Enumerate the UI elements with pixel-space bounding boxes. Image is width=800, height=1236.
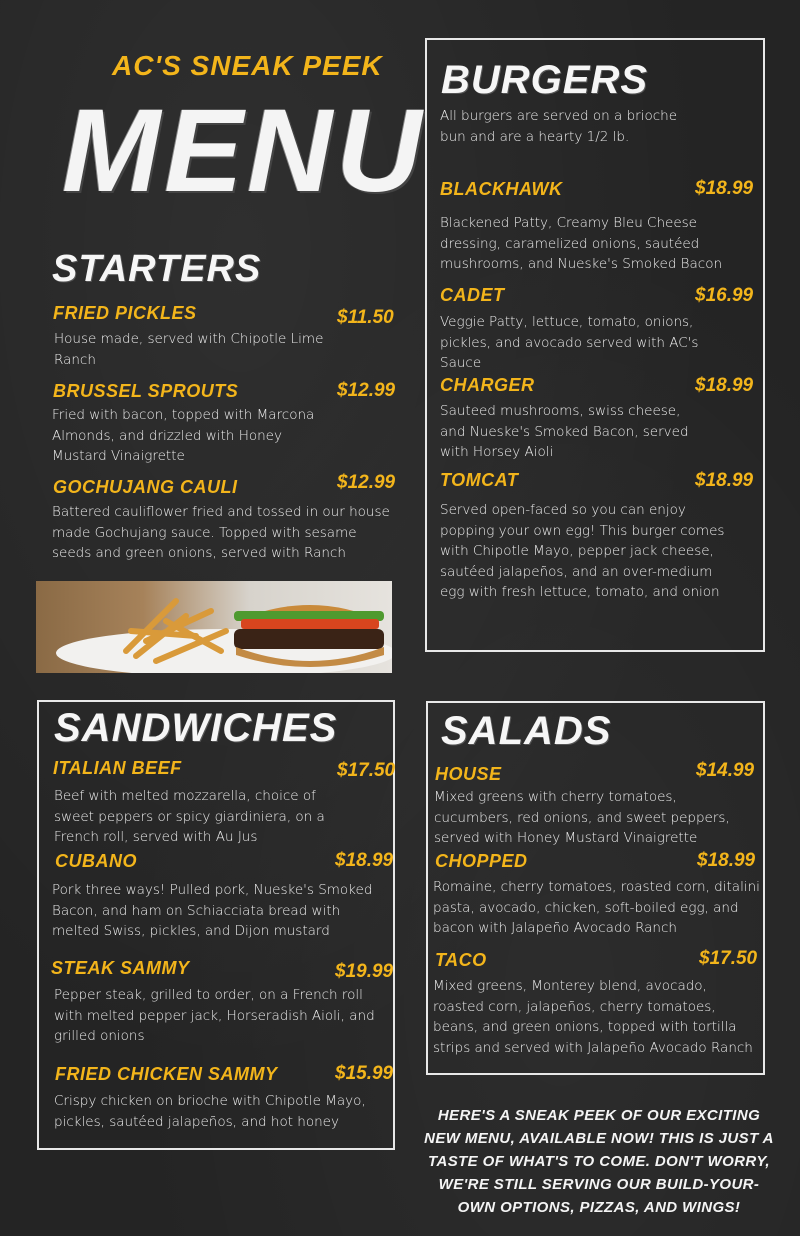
starter-name: FRIED PICKLES	[53, 303, 197, 323]
salad-name: TACO	[435, 950, 487, 970]
sandwich-name: ITALIAN BEEF	[53, 758, 182, 778]
sandwich-name: FRIED CHICKEN SAMMY	[55, 1064, 278, 1084]
starter-price: $11.50	[337, 307, 394, 328]
burger-price: $18.99	[695, 178, 754, 199]
salad-price: $14.99	[696, 760, 755, 781]
sandwich-desc: Beef with melted mozzarella, choice of sweet peppers or spicy giardiniera, on a French roll, served with Au Jus	[54, 788, 325, 845]
burger-desc: Blackened Patty, Creamy Bleu Cheese dressing, caramelized onions, sautéed mushrooms, and Nueske's Smoked Bacon	[440, 215, 723, 272]
sandwich-price: $19.99	[335, 961, 394, 982]
burgers-intro: All burgers are served on a brioche bun and are a hearty 1/2 lb.	[440, 108, 678, 145]
burger-desc: Veggie Patty, lettuce, tomato, onions, pickles, and avocado served with AC's Sauce	[440, 314, 699, 371]
starter-name: BRUSSEL SPROUTS	[53, 381, 239, 401]
salads-title: SALADS	[441, 709, 612, 753]
burger-name: BLACKHAWK	[440, 179, 563, 199]
sneak-peek-note: HERE'S A SNEAK PEEK OF OUR EXCITING NEW MENU, AVAILABLE NOW! THIS IS JUST A TASTE OF WHAT'S TO COME. DON'T WORRY, WE'RE STILL SERVING OUR BUILD-YOUR-OWN OPTIONS, PIZZAS, AND WINGS!	[424, 1107, 774, 1216]
starters-title: STARTERS	[52, 248, 262, 290]
burger-desc: Served open-faced so you can enjoy popping your own egg! This burger comes with Chipotle Mayo, pepper jack cheese, sautéed jalapeños, and an over-medium egg with fresh lettuce, tomato, and onion	[440, 502, 725, 600]
brand-subtitle: AC'S SNEAK PEEK	[112, 50, 383, 81]
sandwich-desc: Pork three ways! Pulled pork, Nueske's Smoked Bacon, and ham on Schiacciata bread with melted Swiss, pickles, and Dijon mustard	[52, 882, 373, 939]
burger-fries-illustration	[36, 581, 392, 673]
burger-name: TOMCAT	[440, 470, 519, 490]
burger-price: $18.99	[695, 375, 754, 396]
sandwich-name: STEAK SAMMY	[51, 958, 190, 978]
salad-price: $18.99	[697, 850, 756, 871]
sandwich-desc: Pepper steak, grilled to order, on a French roll with melted pepper jack, Horseradish Aioli, and grilled onions	[54, 987, 375, 1044]
menu-title: MENU	[62, 85, 426, 217]
sandwich-price: $15.99	[335, 1063, 394, 1084]
sandwiches-title: SANDWICHES	[54, 706, 338, 750]
starter-price: $12.99	[337, 380, 396, 401]
salad-name: CHOPPED	[435, 851, 528, 871]
starter-desc: Fried with bacon, topped with Marcona Almonds, and drizzled with Honey Mustard Vinaigrette	[52, 407, 315, 464]
starter-desc: Battered cauliflower fried and tossed in our house made Gochujang sauce. Topped with sesame seeds and green onions, served with Ranch	[52, 504, 390, 561]
sandwich-name: CUBANO	[55, 851, 137, 871]
burgers-title: BURGERS	[441, 58, 649, 102]
burger-name: CADET	[440, 285, 505, 305]
salad-desc: Mixed greens, Monterey blend, avocado, roasted corn, jalapeños, cherry tomatoes, beans, and green onions, topped with tortilla strips and served with Jalapeño Avocado Ranch	[433, 978, 753, 1056]
sandwich-price: $17.50	[337, 760, 396, 781]
burger-price: $16.99	[695, 285, 754, 306]
starter-name: GOCHUJANG CAULI	[53, 477, 238, 497]
starter-price: $12.99	[337, 472, 396, 493]
salad-price: $17.50	[699, 948, 758, 969]
sandwich-desc: Crispy chicken on brioche with Chipotle Mayo, pickles, sautéed jalapeños, and hot honey	[54, 1093, 366, 1130]
salad-desc: Mixed greens with cherry tomatoes, cucumbers, red onions, and sweet peppers, served with Honey Mustard Vinaigrette	[434, 789, 730, 846]
sandwich-price: $18.99	[335, 850, 394, 871]
burger-name: CHARGER	[440, 375, 535, 395]
burger-desc: Sauteed mushrooms, swiss cheese, and Nueske's Smoked Bacon, served with Horsey Aioli	[440, 403, 689, 460]
salad-name: HOUSE	[435, 764, 502, 784]
salad-desc: Romaine, cherry tomatoes, roasted corn, ditalini pasta, avocado, chicken, soft-boiled egg, and bacon with Jalapeño Avocado Ranch	[433, 879, 760, 936]
starter-desc: House made, served with Chipotle Lime Ranch	[54, 331, 324, 368]
burger-fries-photo	[36, 581, 392, 673]
burger-price: $18.99	[695, 470, 754, 491]
